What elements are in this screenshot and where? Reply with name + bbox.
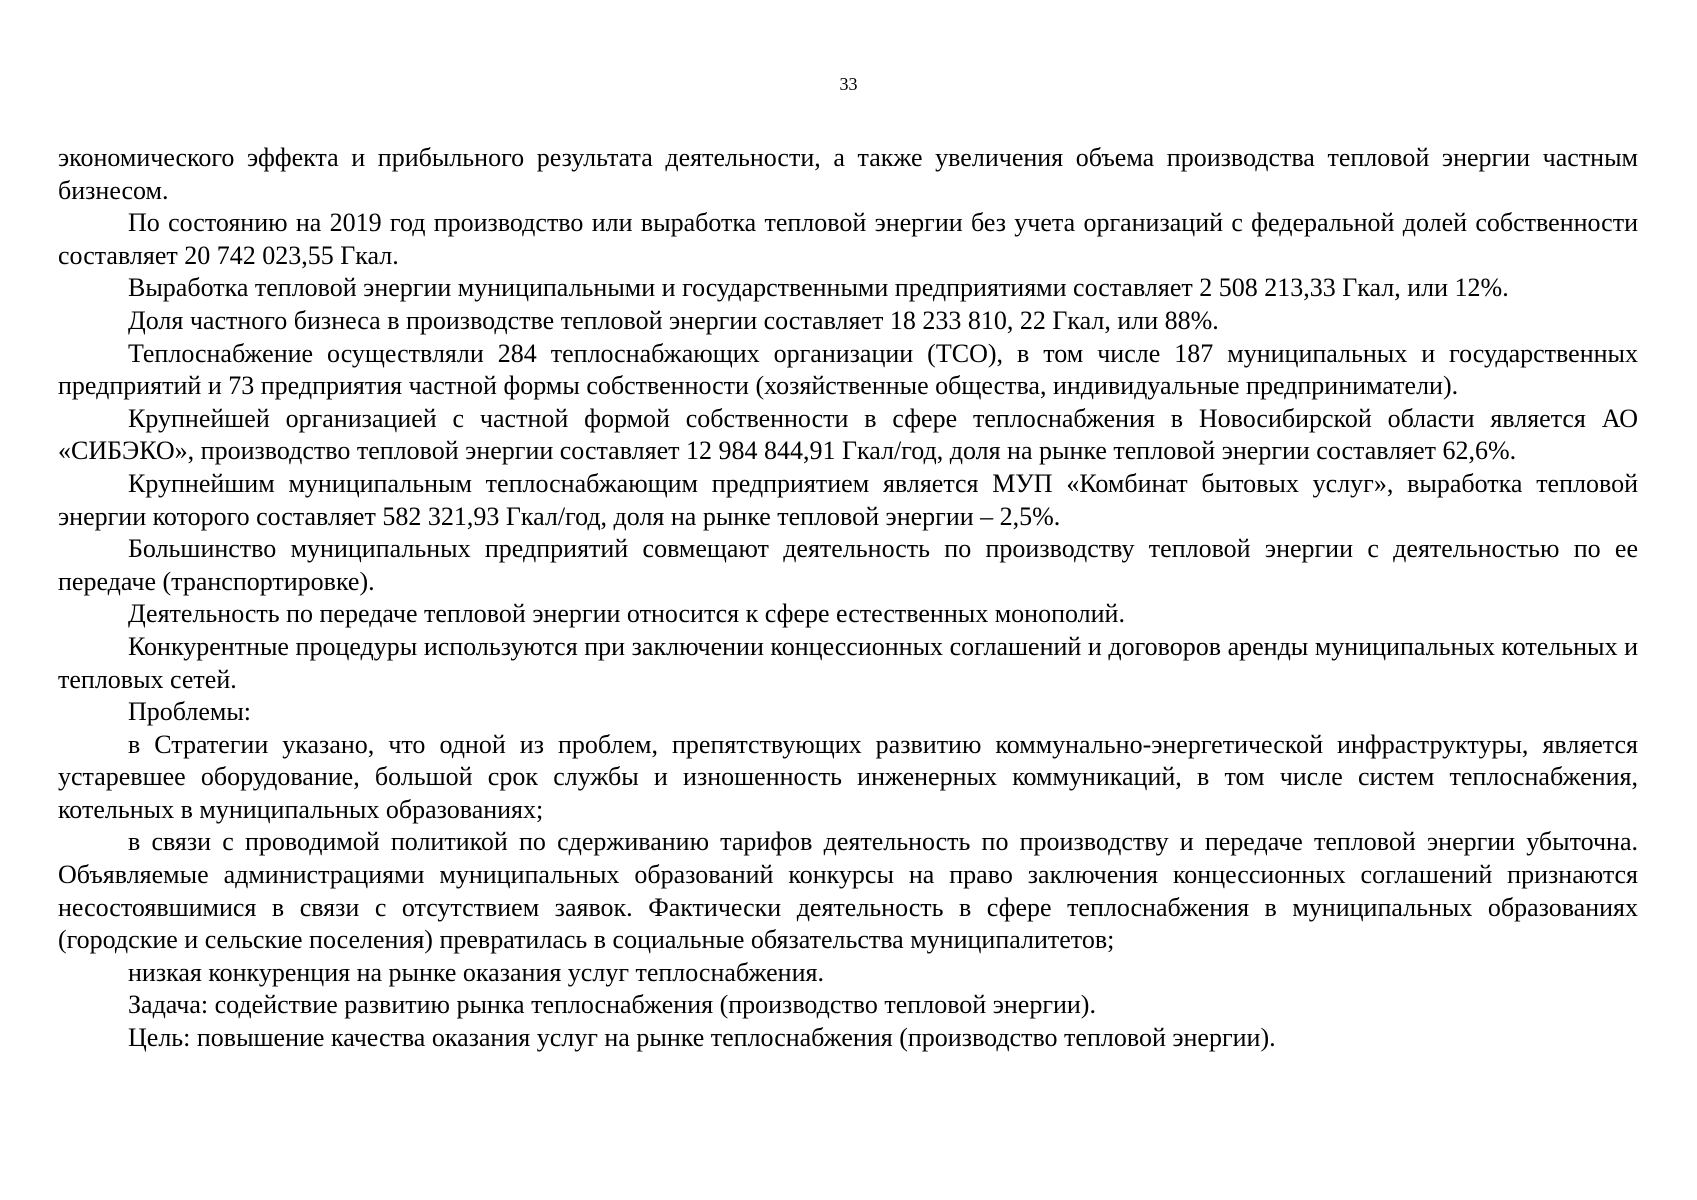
paragraph-production-2019: По состоянию на 2019 год производство или выработка тепловой энергии без учета организаций с федеральной долей собственности составляет 20 742 023,55 Гкал. (58, 208, 1638, 270)
paragraph-competitive-procedures: Конкурентные процедуры используются при заключении концессионных соглашений и договоров аренды муниципальных котельных и тепловых сетей. (58, 631, 1638, 694)
paragraph-municipal-output: Выработка тепловой энергии муниципальными и государственными предприятиями составляет 2 508 213,33 Гкал, или 12%. (128, 273, 1509, 303)
document-body (58, 142, 1638, 1055)
paragraph-natural-monopoly: Деятельность по передаче тепловой энергии относится к сфере естественных монополий. (128, 599, 1125, 629)
page-number: 33 (839, 74, 858, 94)
paragraph-heat-suppliers: Теплоснабжение осуществляли 284 теплоснабжающих организации (ТСО), в том числе 187 муниципальных и государственных предприятий и 73 предприятия частной формы собственности (хозяйственные общества, индивидуальные предприниматели). (58, 338, 1638, 401)
paragraph-problems-heading: Проблемы: (128, 697, 252, 727)
paragraph-task: Задача: содействие развитию рынка теплоснабжения (производство тепловой энергии). (128, 990, 1096, 1020)
paragraph-sibeco: Крупнейшей организацией с частной формой собственности в сфере теплоснабжения в Новосибирской области является АО «СИБЭКО», производство тепловой энергии составляет 12 984 844,91 Гкал/год, доля на рынке тепловой энергии составляет 62,6%. (58, 403, 1638, 466)
paragraph-largest-municipal: Крупнейшим муниципальным теплоснабжающим предприятием является МУП «Комбинат бытовых услуг», выработка тепловой энергии которого составляет 582 321,93 Гкал/год, доля на рынке тепловой энергии – 2,5%. (58, 468, 1638, 531)
paragraph-goal: Цель: повышение качества оказания услуг на рынке теплоснабжения (производство тепловой энергии). (128, 1023, 1276, 1053)
paragraph-problem-competition: низкая конкуренция на рынке оказания услуг теплоснабжения. (128, 957, 824, 987)
paragraph-problem-equipment: в Стратегии указано, что одной из проблем, препятствующих развитию коммунально-энергетической инфраструктуры, является устаревшее оборудование, большой срок службы и изношенность инженерных коммуникаций, в том числе систем теплоснабжения, котельных в муниципальных образованиях; (58, 729, 1638, 824)
paragraph-problem-tariffs: в связи с проводимой политикой по сдерживанию тарифов деятельность по производству и передаче тепловой энергии убыточна. Объявляемые администрациями муниципальных образований конкурсы на право заключения концессионных соглашений признаются несостоявшимися в связи с отсутствием заявок. Фактически деятельность в сфере теплоснабжения в муниципальных образованиях (городские и сельские поселения) превратилась в социальные обязательства муниципалитетов; (58, 827, 1638, 955)
paragraph-continuation: экономического эффекта и прибыльного результата деятельности, а также увеличения объема производства тепловой энергии частным бизнесом. (58, 143, 1638, 205)
paragraph-combined-activity: Большинство муниципальных предприятий совмещают деятельность по производству тепловой энергии с деятельностью по ее передаче (транспортировке). (58, 534, 1638, 596)
paragraph-private-share: Доля частного бизнеса в производстве тепловой энергии составляет 18 233 810, 22 Гкал, или 88%. (128, 305, 1219, 335)
